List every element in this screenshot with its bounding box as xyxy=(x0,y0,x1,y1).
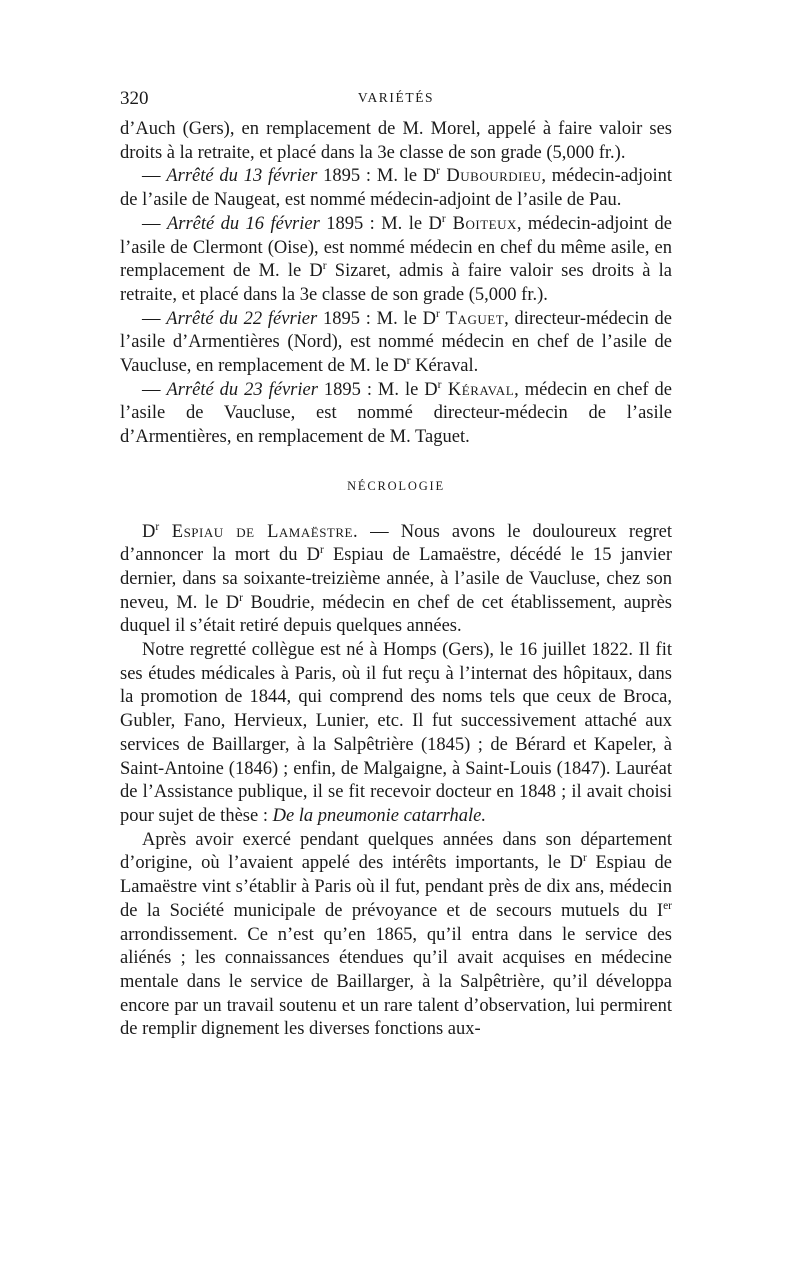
doctor-name: Dubourdieu xyxy=(440,166,542,187)
obituary-text: Notre regretté collègue est né à Homps (Gers), le 16 juillet 1822. Il fit ses études médicales à Paris, où il fut reçu à l’internat des hôpitaux, dans la promotion de 1844, qui comprend des noms tels que ceux de Broca, Gubler, Fano, Hervieux, Lunier, etc. Il fut successivement attaché aux services de Baillarger, à la Salpêtrière (1845) ; de Bérard et Kapeler, à Saint-Antoine (1846) ; enfin, de Malgaigne, à Saint-Louis (1847). Lauréat de l’Assistance publique, il se fit recevoir docteur en 1848 ; il avait choisi pour sujet de thèse : xyxy=(120,640,672,826)
running-head xyxy=(120,88,672,118)
deceased-name: Espiau de Lamaëstre. xyxy=(159,521,359,542)
title-superscript: r xyxy=(441,212,446,225)
arrete-continuation xyxy=(120,118,672,165)
obituary-paragraph-3 xyxy=(120,829,672,1042)
decree-text: , médecin-adjoint de l’asile de Naugeat, est nommé médecin-adjoint de l’asile de Pau. xyxy=(120,166,672,211)
ordinal-superscript: er xyxy=(663,899,672,912)
arrete-23-fevrier xyxy=(120,379,672,450)
decree-text: , médecin en chef de l’asile de Vaucluse, est nommé directeur-médecin de l’asile d’Armentières, en remplacement de M. Taguet. xyxy=(120,379,673,448)
title-superscript: r xyxy=(322,260,327,273)
decree-date: Arrêté du 23 février xyxy=(166,379,318,400)
doctor-name: Boiteux xyxy=(445,213,517,234)
dash: — xyxy=(142,166,167,187)
obituary-text: Espiau de Lamaëstre, décédé le 15 janvier dernier, dans sa soixante-treizième année, à l’asile de Vaucluse, chez son neveu, M. le D xyxy=(120,545,673,613)
page-number: 320 xyxy=(120,88,149,109)
decree-text: , médecin-adjoint de l’asile de Clermont (Oise), est nommé médecin en chef du même asile, en remplacement de M. le D xyxy=(120,213,673,282)
doctor-name: Taguet xyxy=(439,308,505,329)
dash: — xyxy=(142,213,167,234)
thesis-title: De la pneumonie catarrhale. xyxy=(272,805,486,826)
doctor-name: Kéraval xyxy=(441,379,515,400)
section-heading-necrologie: NÉCROLOGIE xyxy=(347,478,445,493)
title-superscript: r xyxy=(582,852,587,865)
decree-text-end: Kéraval. xyxy=(410,356,479,377)
arrete-22-fevrier xyxy=(120,308,672,379)
obituary-paragraph-2 xyxy=(120,639,672,829)
arrete-13-fevrier xyxy=(120,165,672,212)
decree-text-end: Sizaret, admis à faire valoir ses droits à la retraite, et placé dans la 3e classe de son grade (5,000 fr.). xyxy=(120,261,672,305)
title-superscript: r xyxy=(155,520,160,533)
decree-year: 1895 : M. le D xyxy=(319,213,442,234)
obituary-text: Boudrie, médecin en chef de cet établissement, auprès duquel il s’était retiré depuis quelques années. xyxy=(120,592,672,637)
obituary-text: — Nous avons le douloureux regret d’annoncer la mort du D xyxy=(120,521,673,566)
decree-year: 1895 : M. le D xyxy=(317,308,437,329)
decree-date: Arrêté du 16 février xyxy=(166,213,320,234)
dash: — xyxy=(142,308,167,329)
decree-date: Arrêté du 13 février xyxy=(166,166,318,187)
obituary-paragraph-1 xyxy=(120,521,672,640)
title-abbrev: D xyxy=(142,521,156,542)
dash: — xyxy=(142,379,167,400)
arrete-continuation-text: d’Auch (Gers), en remplacement de M. Morel, appelé à faire valoir ses droits à la retraite, et placé dans la 3e classe de son grade (5,000 fr.). xyxy=(120,119,672,163)
decree-text: , directeur-médecin de l’asile d’Armentières (Nord), est nommé médecin en chef de l’asile de Vaucluse, en remplacement de M. le D xyxy=(120,308,672,377)
decree-date: Arrêté du 22 février xyxy=(166,308,318,329)
obituary-text: arrondissement. Ce n’est qu’en 1865, qu’il entra dans le service des aliénés ; les connaissances étendues qu’il avait acquises en médecine mentale dans le service de Baillarger, à la Salpêtrière, qu’il développa encore par un travail soutenu et un rare talent d’observation, lui permirent de remplir dignement les diverses fonctions aux- xyxy=(120,924,672,1040)
obituary-text: Espiau de Lamaëstre vint s’établir à Paris où il fut, pendant près de dix ans, médecin de la Société municipale de prévoyance et de secours mutuels du I xyxy=(120,853,672,921)
book-page xyxy=(120,88,672,1042)
title-superscript: r xyxy=(406,355,411,368)
title-superscript: r xyxy=(239,591,243,604)
decree-year: 1895 : M. le D xyxy=(317,166,437,187)
title-superscript: r xyxy=(436,307,440,320)
title-superscript: r xyxy=(437,378,442,391)
title-superscript: r xyxy=(320,544,324,557)
running-title: VARIÉTÉS xyxy=(357,90,435,105)
obituary-text: Après avoir exercé pendant quelques années dans son département d’origine, où l’avaient appelé des intérêts importants, le D xyxy=(120,829,672,874)
title-superscript: r xyxy=(436,165,441,178)
decree-year: 1895 : M. le D xyxy=(317,379,438,400)
body-text xyxy=(120,118,672,1042)
arrete-16-fevrier xyxy=(120,213,672,308)
